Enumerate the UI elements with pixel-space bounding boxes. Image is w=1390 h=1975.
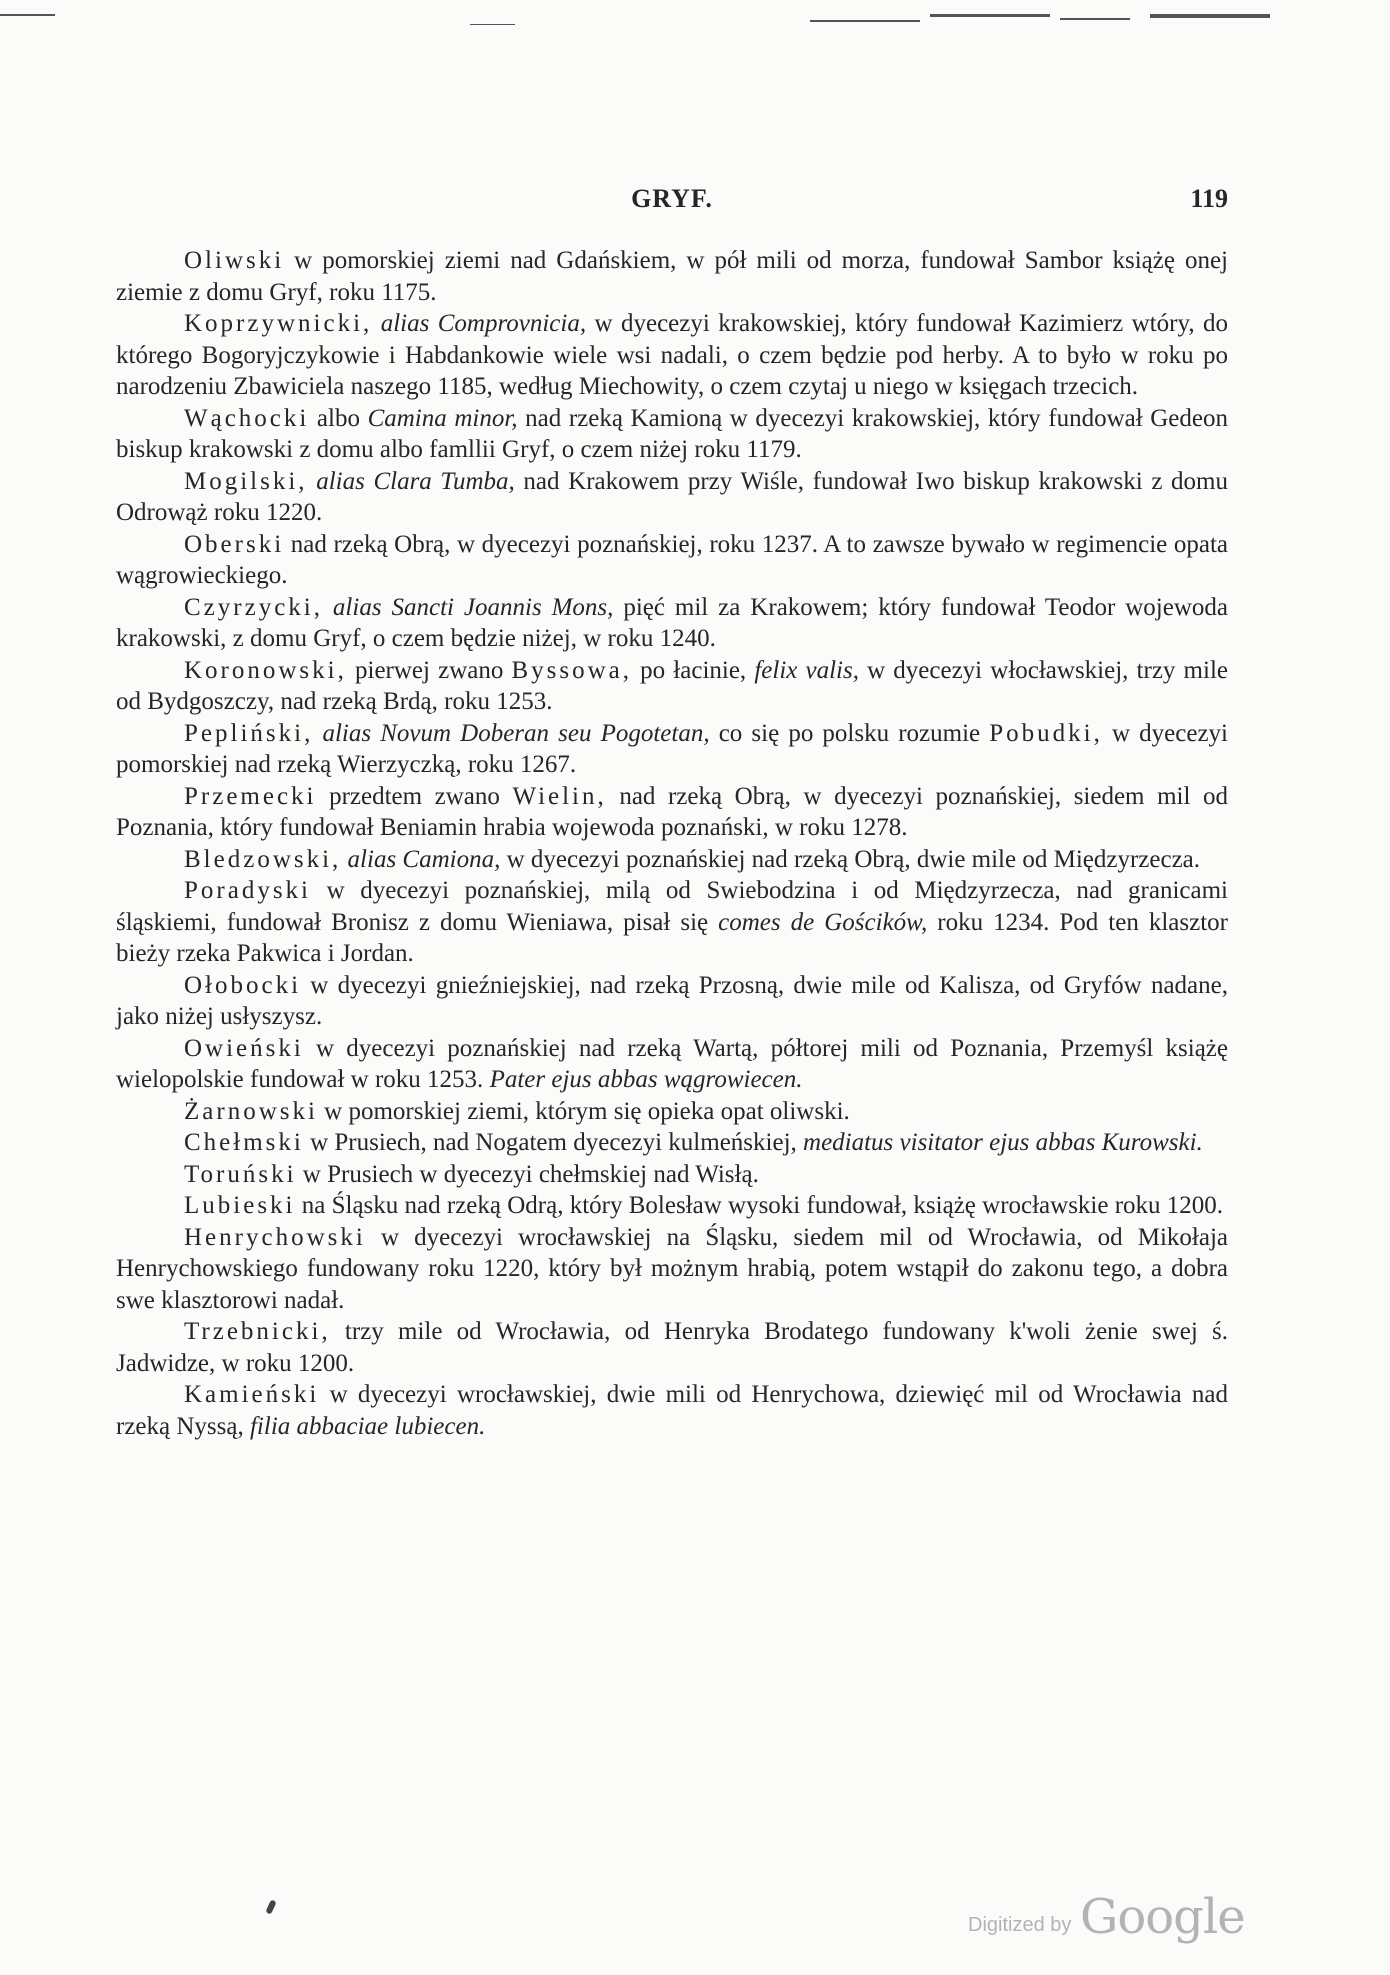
latin-phrase: comes de Gościków,	[718, 908, 928, 936]
monastery-name: Żarnowski	[184, 1097, 318, 1125]
entry-paragraph	[116, 1316, 1228, 1379]
entry-text: w dyecezyi poznańskiej nad rzeką Wartą, półtorej mili od Poznania, Przemyśl książę wielopolskie fundował w roku 1253.	[116, 1034, 1228, 1093]
latin-phrase: alias Camiona,	[347, 845, 501, 873]
entry-paragraph	[116, 592, 1228, 655]
monastery-name: Oliwski	[184, 247, 285, 274]
entry-text: w Prusiech w dyecezyi chełmskiej nad Wisłą.	[296, 1160, 759, 1188]
entry-paragraph	[116, 403, 1228, 466]
entry-text: w dyecezyi poznańskiej, milą od Swiebodzina i od Międzyrzecza, nad granicami śląskiemi, fundował Bronisz z domu Wieniawa, pisał się	[116, 877, 1228, 936]
monastery-name: Chełmski	[184, 1129, 304, 1156]
entry-text: w dyecezyi gnieźniejskiej, nad rzeką Przosną, dwie mile od Kalisza, od Gryfów nadane, jako niżej usłyszysz.	[116, 971, 1228, 1030]
entry-text: w Prusiech, nad Nogatem dyecezyi kulmeńskiej,	[303, 1129, 804, 1156]
monastery-name: Oberski	[184, 530, 285, 558]
monastery-name: Toruński	[184, 1160, 297, 1188]
latin-phrase: Camina minor,	[367, 404, 518, 432]
entry-text: w pomorskiej ziemi, którym się opieka opat oliwski.	[317, 1097, 850, 1125]
scan-edge-marks	[0, 0, 1390, 40]
entry-paragraph	[116, 308, 1228, 403]
entry-text: trzy mile od Wrocławia, od Henryka Brodatego fundowany k'woli żenie swej ś. Jadwidze, w roku 1200.	[116, 1318, 1228, 1377]
entry-paragraph	[116, 844, 1228, 876]
watermark	[968, 1885, 1268, 1945]
latin-phrase: alias Clara Tumba,	[316, 467, 515, 495]
entry-text: w dyecezyi wrocławskiej, dwie mili od Henrychowa, dziewięć mil od Wrocławia nad rzeką Nyssą,	[116, 1381, 1228, 1440]
entry-paragraph	[116, 970, 1228, 1033]
entry-text	[372, 310, 380, 337]
monastery-name: Koronowski,	[184, 656, 347, 684]
entry-paragraph	[116, 1033, 1228, 1096]
monastery-name: Trzebnicki,	[184, 1318, 331, 1345]
entry-paragraph	[116, 875, 1228, 970]
entry-text: nad rzeką Obrą, w dyecezyi poznańskiej, siedem mil od Poznania, który fundował Beniamin hrabia wojewoda poznański, w roku 1278.	[116, 782, 1228, 841]
watermark-google-logo: Google	[1080, 1889, 1245, 1945]
running-head: GRYF.	[631, 184, 713, 213]
text-body	[116, 245, 1228, 1442]
entry-text: w dyecezyi pomorskiej nad rzeką Wierzyczką, roku 1267.	[116, 719, 1228, 778]
entry-text: albo	[309, 404, 368, 432]
entry-paragraph	[116, 245, 1228, 308]
monastery-name: Bledzowski,	[184, 845, 342, 873]
latin-phrase: filia abbaciae lubiecen.	[249, 1412, 486, 1440]
entry-text: w dyecezyi krakowskiej, który fundował Kazimierz wtóry, do którego Bogoryjczykowie i Habdankowie wiele wsi nadali, o czem będzie pod herby. A to było w roku po narodzeniu Zbawiciela naszego 1185, według Miechowity, o czem czytaj u niego w księgach trzecich.	[116, 310, 1228, 400]
entry-paragraph	[116, 1159, 1228, 1191]
entry-text: przedtem zwano	[316, 782, 513, 810]
entry-paragraph	[116, 1190, 1228, 1222]
entry-paragraph	[116, 1379, 1228, 1442]
monastery-name: Ołobocki	[184, 971, 302, 999]
entry-text: nad rzeką Obrą, w dyecezyi poznańskiej, roku 1237. A to zawsze bywało w regimencie opata wągrowieckiego.	[116, 530, 1228, 589]
latin-phrase: mediatus visitator ejus abbas Kurowski.	[803, 1129, 1203, 1156]
entry-text: roku 1234. Pod ten klasztor bieży rzeka Pakwica i Jordan.	[116, 908, 1228, 967]
page-header	[116, 184, 1228, 220]
latin-phrase: alias Sancti Joannis Mons,	[332, 593, 614, 621]
entry-text: nad rzeką Kamioną w dyecezyi krakowskiej, który fundował Gedeon biskup krakowski z domu albo famllii Gryf, o czem niżej roku 1179.	[116, 404, 1228, 463]
entry-text: na Śląsku nad rzeką Odrą, który Bolesław wysoki fundował, książę wrocławskie roku 1200.	[295, 1192, 1224, 1219]
latin-phrase: alias Comprovnicia,	[380, 310, 587, 337]
entry-paragraph	[116, 466, 1228, 529]
monastery-name: Koprzywnicki,	[184, 310, 373, 337]
latin-phrase: Pater ejus abbas wągrowiecen.	[489, 1066, 803, 1093]
latin-phrase: alias Novum Doberan seu Pogotetan,	[322, 719, 710, 747]
entry-text: w dyecezyi wrocławskiej na Śląsku, siedem mil od Wrocławia, od Mikołaja Henrychowskiego fundowany roku 1220, który był możnym hrabią, potem wstąpił do zakonu tego, a dobra swe klasztorowi nadał.	[116, 1223, 1228, 1314]
monastery-name: Przemecki	[184, 782, 317, 810]
entry-paragraph	[116, 781, 1228, 844]
entry-text: pięć mil za Krakowem; który fundował Teodor wojewoda krakowski, z domu Gryf, o czem będzie niżej, w roku 1240.	[116, 593, 1228, 652]
monastery-name: Mogilski,	[184, 467, 308, 495]
ink-speck	[265, 1899, 276, 1914]
entry-paragraph	[116, 655, 1228, 718]
entry-text: w pomorskiej ziemi nad Gdańskiem, w pół mili od morza, fundował Sambor książę onej ziemie z domu Gryf, roku 1175.	[116, 247, 1228, 306]
entry-paragraph	[116, 718, 1228, 781]
monastery-name: Czyrzycki,	[184, 593, 323, 621]
watermark-digitized-by: Digitized by	[968, 1914, 1072, 1936]
monastery-name: Henrychowski	[184, 1223, 366, 1251]
monastery-name: Byssowa,	[511, 656, 633, 684]
latin-phrase: felix valis,	[754, 656, 859, 684]
entry-text	[323, 594, 333, 621]
monastery-name: Lubieski	[184, 1192, 296, 1219]
entry-text: pierwej zwano	[346, 656, 512, 684]
monastery-name: Wielin,	[512, 782, 607, 810]
page-number: 119	[1190, 184, 1228, 213]
monastery-name: Owieński	[184, 1034, 304, 1062]
entry-paragraph	[116, 1222, 1228, 1317]
monastery-name: Wąchocki	[184, 404, 310, 432]
entry-text: nad Krakowem przy Wiśle, fundował Iwo biskup krakowski z domu Odrowąż roku 1220.	[116, 467, 1228, 526]
entry-paragraph	[116, 1127, 1228, 1159]
monastery-name: Poradyski	[184, 877, 311, 904]
entry-text: w dyecezyi włocławskiej, trzy mile od Bydgoszczy, nad rzeką Brdą, roku 1253.	[116, 656, 1228, 715]
monastery-name: Pobudki,	[989, 719, 1103, 747]
monastery-name: Pepliński,	[184, 719, 314, 747]
entry-paragraph	[116, 1096, 1228, 1128]
entry-paragraph	[116, 529, 1228, 592]
entry-text	[308, 468, 317, 495]
entry-text: co się po polsku rozumie	[709, 719, 990, 747]
entry-text: w dyecezyi poznańskiej nad rzeką Obrą, dwie mile od Międzyrzecza.	[500, 845, 1201, 873]
entry-text: po łacinie,	[632, 656, 755, 684]
monastery-name: Kamieński	[184, 1381, 320, 1408]
